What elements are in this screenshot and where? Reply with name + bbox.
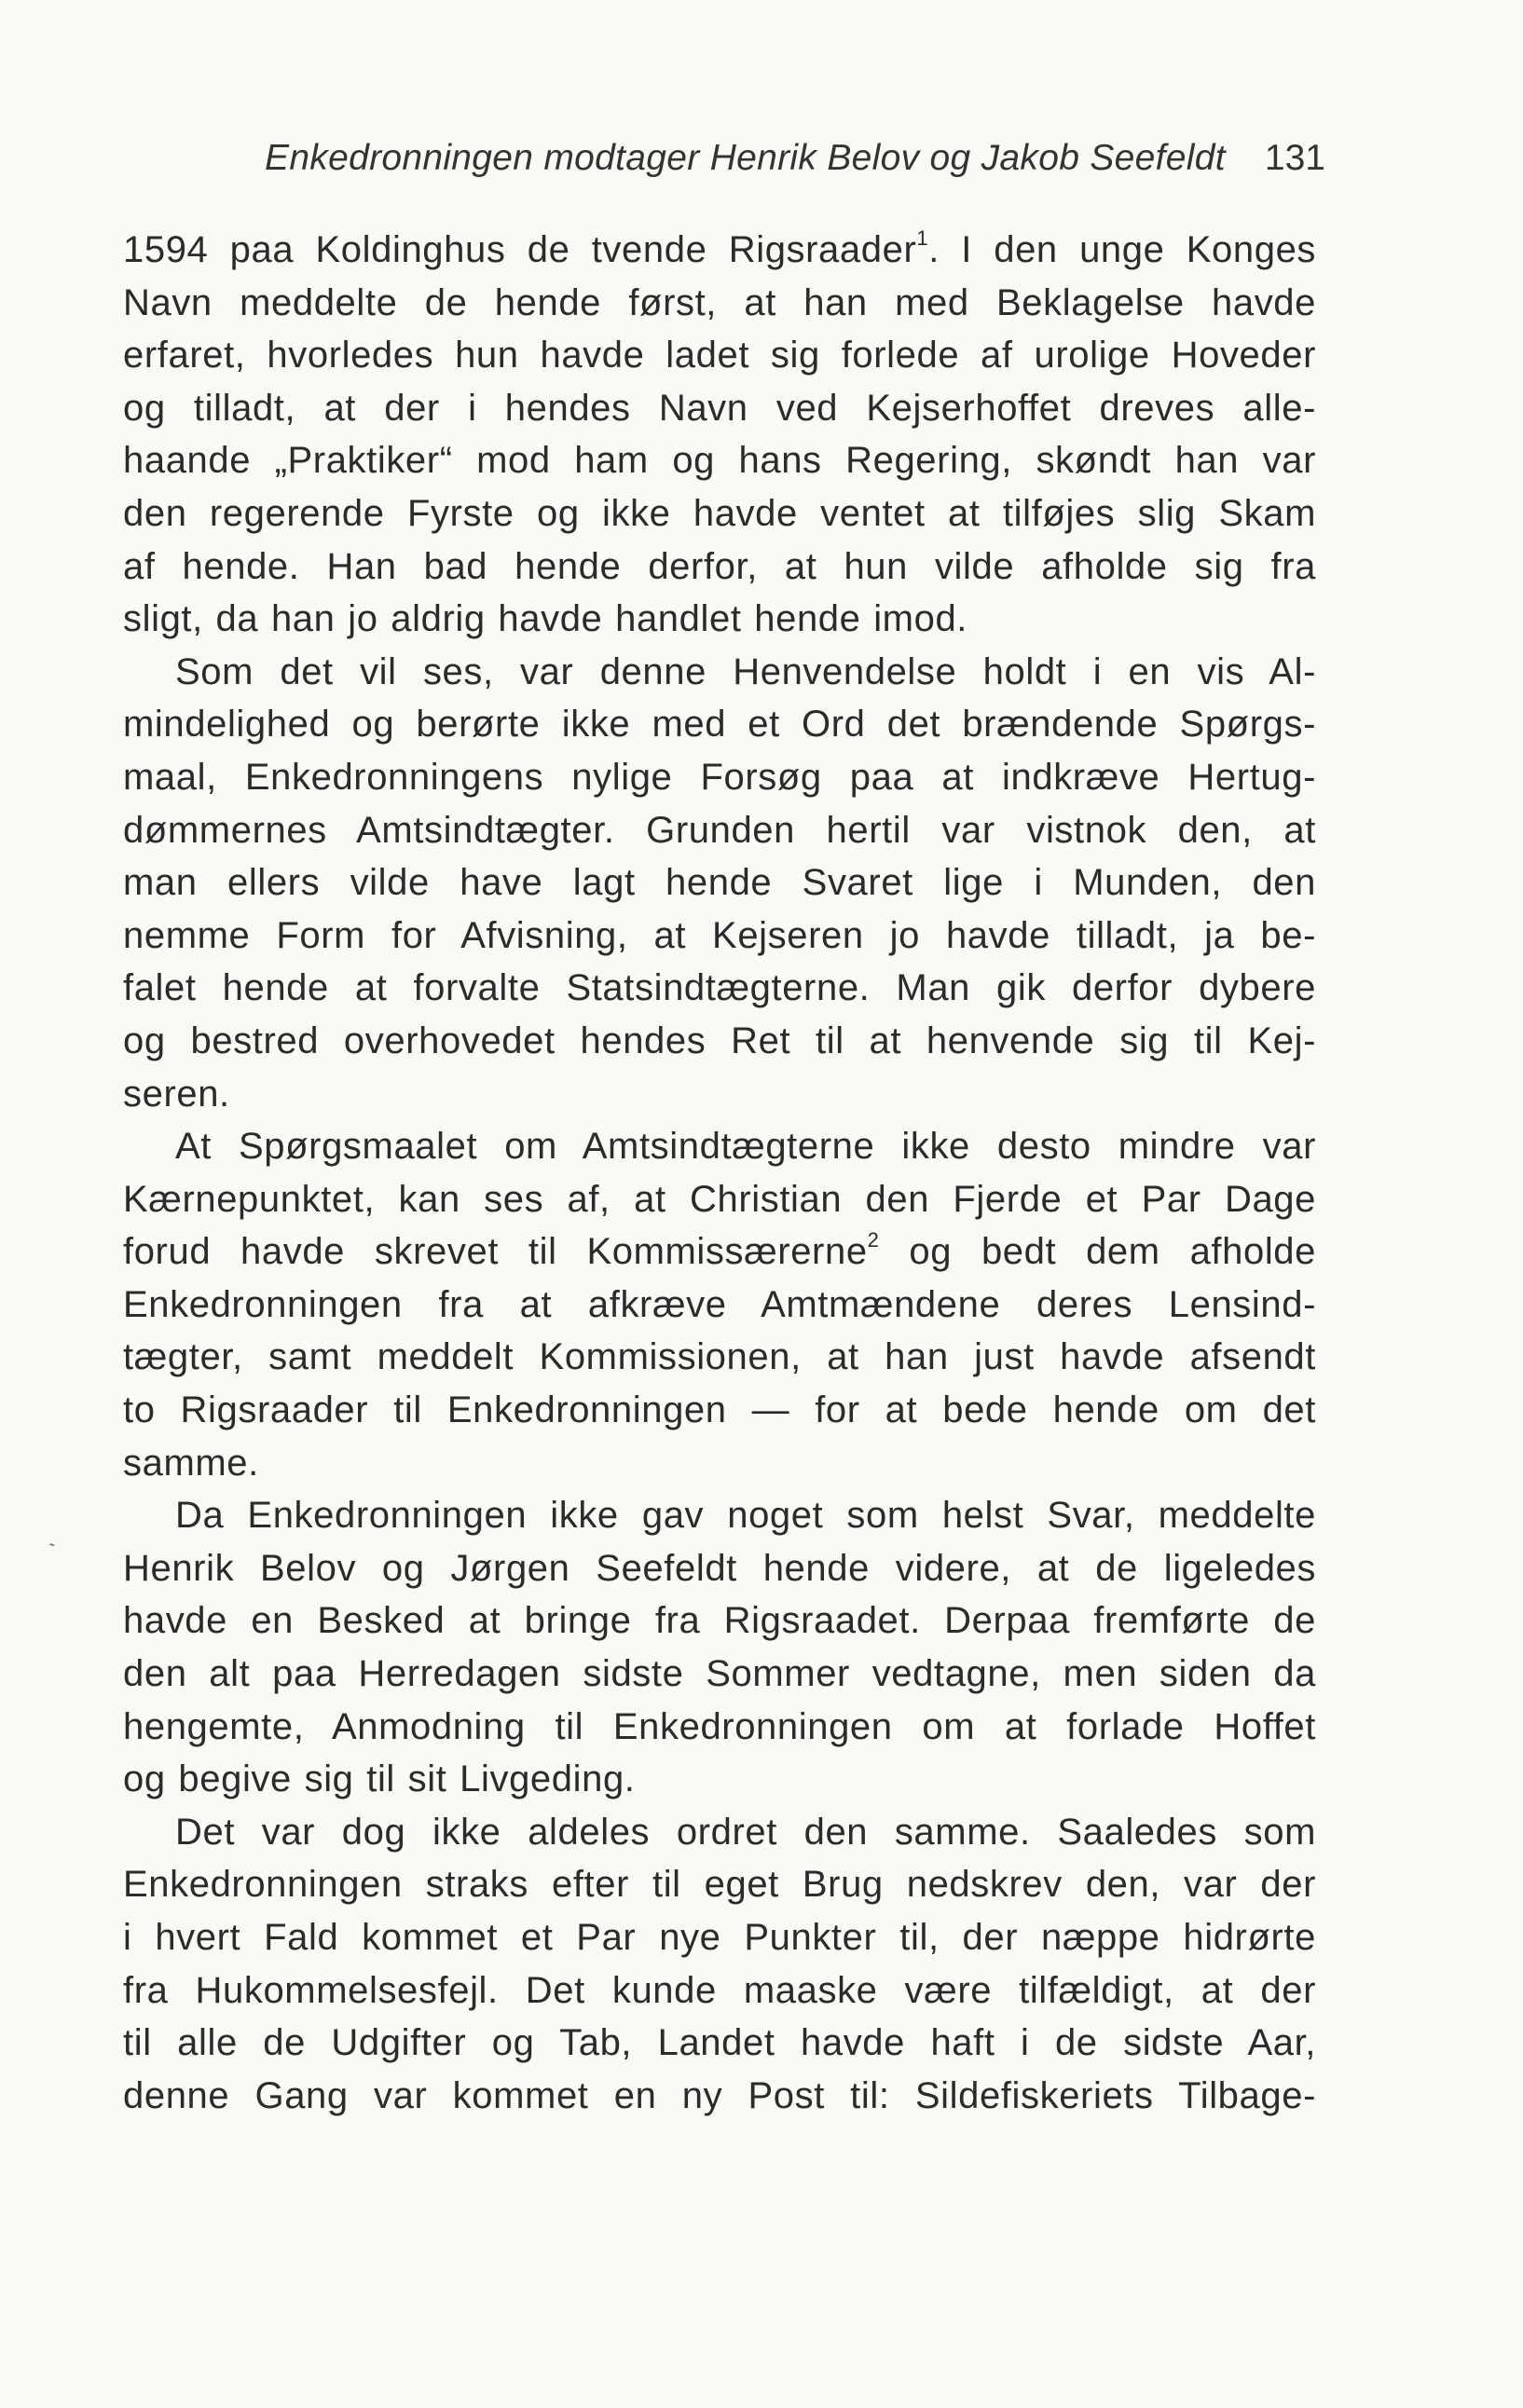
footnote-marker: 2 [867,1228,880,1252]
text-line: sligt, da han jo aldrig havde handlet hende imod. [123,598,968,640]
text-line: forud havde skrevet til Kommissærerne$^2$ og bedt dem afholde [123,1228,1316,1273]
text-line: man ellers vilde have lagt hende Svaret lige i Munden, den [123,862,1316,904]
text-line: Det var dog ikke aldeles ordret den samme. Saaledes som [175,1811,1316,1853]
text-line: haande „Praktiker“ mod ham og hans Regering, skøndt han var [123,440,1316,482]
text-line: Da Enkedronningen ikke gav noget som helst Svar, meddelte [175,1495,1316,1537]
text-line: og bestred overhovedet hendes Ret til at henvende sig til Kej- [123,1019,1316,1061]
text-line: 1594 paa Koldinghus de tvende Rigsraader$^1$. I den unge Konges [123,226,1317,270]
text-line: maal, Enkedronningens nylige Forsøg paa at indkræve Hertug- [123,756,1316,798]
text-line: dømmernes Amtsindtægter. Grunden hertil var vistnok den, at [123,809,1316,851]
text-line: den alt paa Herredagen sidste Sommer vedtagne, men siden da [123,1653,1316,1695]
text-line: Navn meddelte de hende først, at han med Beklagelse havde [123,281,1316,323]
text-line: og tilladt, at der i hendes Navn ved Kejserhoffet dreves alle- [123,387,1316,429]
page-number: 131 [1264,138,1325,178]
text-line: Enkedronningen straks efter til eget Brug nedskrev den, var der [123,1864,1316,1906]
text-line: og begive sig til sit Livgeding. [123,1758,636,1800]
text-line: af hende. Han bad hende derfor, at hun vilde afholde sig fra [123,545,1316,587]
text-line: fra Hukommelsesfejl. Det kunde maaske være tilfældigt, at der [123,1969,1316,2011]
text-line: hengemte, Anmodning til Enkedronningen om at forlade Hoffet [123,1705,1316,1747]
footnote-marker: 1 [916,226,929,250]
text-line: Enkedronningen fra at afkræve Amtmændene deres Lensind- [123,1283,1316,1325]
page-header [265,138,1337,185]
text-line: den regerende Fyrste og ikke havde ventet at tilføjes slig Skam [123,492,1316,534]
text-line: Som det vil ses, var denne Henvendelse holdt i en vis Al- [175,650,1316,692]
text-line: seren. [123,1073,230,1115]
text-line: tægter, samt meddelt Kommissionen, at han just havde afsendt [123,1336,1316,1378]
text-line: Henrik Belov og Jørgen Seefeldt hende videre, at de ligeledes [123,1547,1316,1589]
text-line: nemme Form for Afvisning, at Kejseren jo havde tilladt, ja be- [123,914,1316,956]
text-line: At Spørgsmaalet om Amtsindtægterne ikke desto mindre var [175,1126,1316,1168]
text-line: to Rigsraader til Enkedronningen — for at bede hende om det [123,1389,1316,1431]
text-line: samme. [123,1442,259,1484]
text-line: til alle de Udgifter og Tab, Landet havde haft i de sidste Aar, [123,2022,1316,2064]
text-line: falet hende at forvalte Statsindtægterne. Man gik derfor dybere [123,967,1316,1009]
text-line: denne Gang var kommet en ny Post til: Sildefiskeriets Tilbage- [123,2074,1316,2116]
running-head: Enkedronningen modtager Henrik Belov og Jakob Seefeldt [265,138,1226,178]
text-line: i hvert Fald kommet et Par nye Punkter til, der næppe hidrørte [123,1917,1316,1958]
text-line: Kærnepunktet, kan ses af, at Christian den Fjerde et Par Dage [123,1178,1316,1220]
text-line: havde en Besked at bringe fra Rigsraadet. Derpaa fremførte de [123,1600,1316,1642]
text-line: erfaret, hvorledes hun havde ladet sig forlede af urolige Hoveder [123,335,1316,376]
margin-mark: ˋ [45,1537,68,1567]
text-line: mindelighed og berørte ikke med et Ord det brændende Spørgs- [123,704,1316,746]
body-text [123,224,1316,2122]
